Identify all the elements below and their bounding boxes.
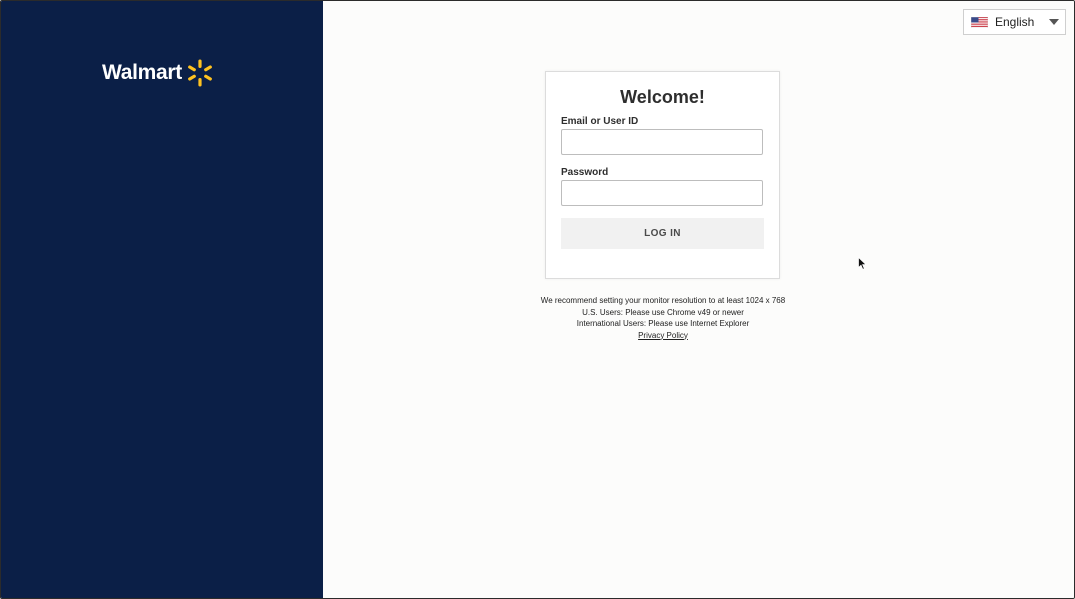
language-label: English: [995, 15, 1035, 29]
privacy-policy-link[interactable]: Privacy Policy: [638, 330, 688, 340]
resolution-note: We recommend setting your monitor resolution to at least 1024 x 768: [540, 296, 786, 305]
us-users-note: U.S. Users: Please use Chrome v49 or newer: [582, 307, 744, 317]
password-label: Password: [561, 167, 609, 178]
us-flag-icon: [971, 17, 988, 28]
walmart-logo: [102, 58, 215, 88]
language-select[interactable]: [963, 9, 1066, 35]
email-field[interactable]: [561, 129, 763, 155]
password-field[interactable]: [561, 180, 763, 206]
logo-wordmark: Walmart: [102, 61, 182, 84]
brand-sidebar: [1, 1, 323, 598]
browser-notes: [515, 295, 811, 341]
chevron-down-icon: [1049, 19, 1059, 25]
login-button[interactable]: LOG IN: [561, 218, 764, 249]
spark-icon: [185, 58, 215, 88]
email-label: Email or User ID: [561, 116, 639, 127]
mouse-cursor-icon: [858, 257, 867, 270]
login-card: [545, 71, 780, 279]
main-content: [323, 1, 1074, 598]
intl-users-note: International Users: Please use Internet Explorer: [576, 319, 750, 328]
welcome-heading: Welcome!: [620, 87, 705, 107]
